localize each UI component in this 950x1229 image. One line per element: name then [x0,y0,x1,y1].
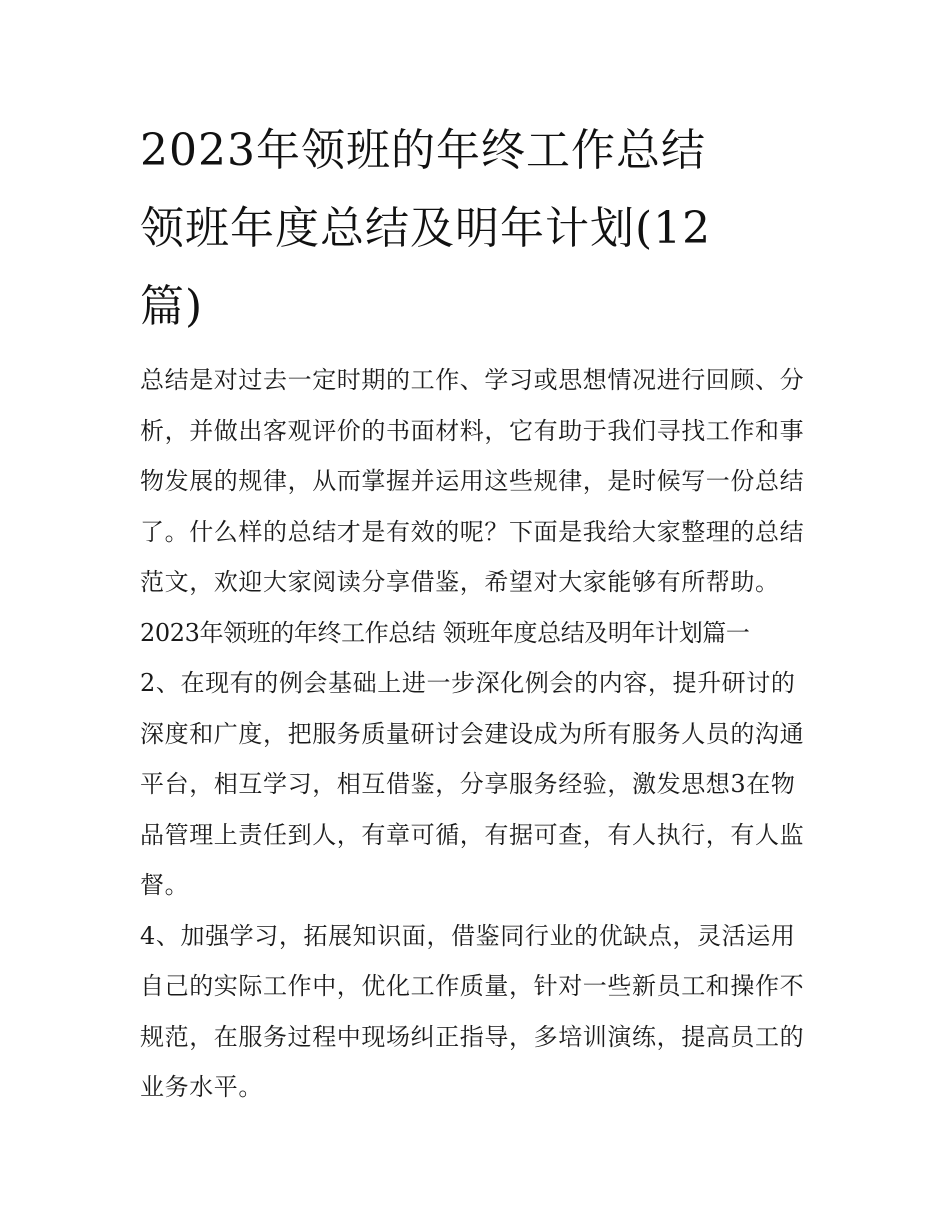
paragraph-4-line-3: 规范，在服务过程中现场纠正指导，多培训演练，提高员工的 [140,1022,805,1051]
intro-line-4: 了。什么样的总结才是有效的呢？下面是我给大家整理的总结 [140,517,805,546]
paragraph-2-line-4: 品管理上责任到人，有章可循，有据可查，有人执行，有人监 [140,820,805,849]
document-title [140,112,820,346]
paragraph-4-line-2: 自己的实际工作中，优化工作质量，针对一些新员工和操作不 [140,972,805,1000]
document-body [140,355,820,1113]
paragraph-2-line-2: 深度和广度，把服务质量研讨会建设成为所有服务人员的沟通 [140,719,805,748]
intro-line-3: 物发展的规律，从而掌握并运用这些规律，是时候写一份总结 [140,467,805,495]
section-heading: 2023年领班的年终工作总结 领班年度总结及明年计划篇一 [140,618,750,647]
intro-line-2: 析，并做出客观评价的书面材料，它有助于我们寻找工作和事 [140,416,805,445]
intro-line-1: 总结是对过去一定时期的工作、学习或思想情况进行回顾、分 [140,366,805,394]
title-line-3: 篇) [140,281,204,332]
title-line-2: 领班年度总结及明年计划(12 [140,203,712,254]
paragraph-4-line-4: 业务水平。 [140,1073,263,1101]
paragraph-4-line-1: 4、加强学习，拓展知识面，借鉴同行业的优缺点，灵活运用 [140,921,796,950]
paragraph-2-line-3: 平台，相互学习，相互借鉴，分享服务经验，激发思想3在物 [140,770,796,798]
title-line-1: 2023年领班的年终工作总结 [140,125,706,176]
paragraph-2-line-1: 2、在现有的例会基础上进一步深化例会的内容，提升研讨的 [140,669,796,697]
intro-line-5: 范文，欢迎大家阅读分享借鉴，希望对大家能够有所帮助。 [140,568,780,596]
paragraph-2-line-5: 督。 [140,871,190,899]
